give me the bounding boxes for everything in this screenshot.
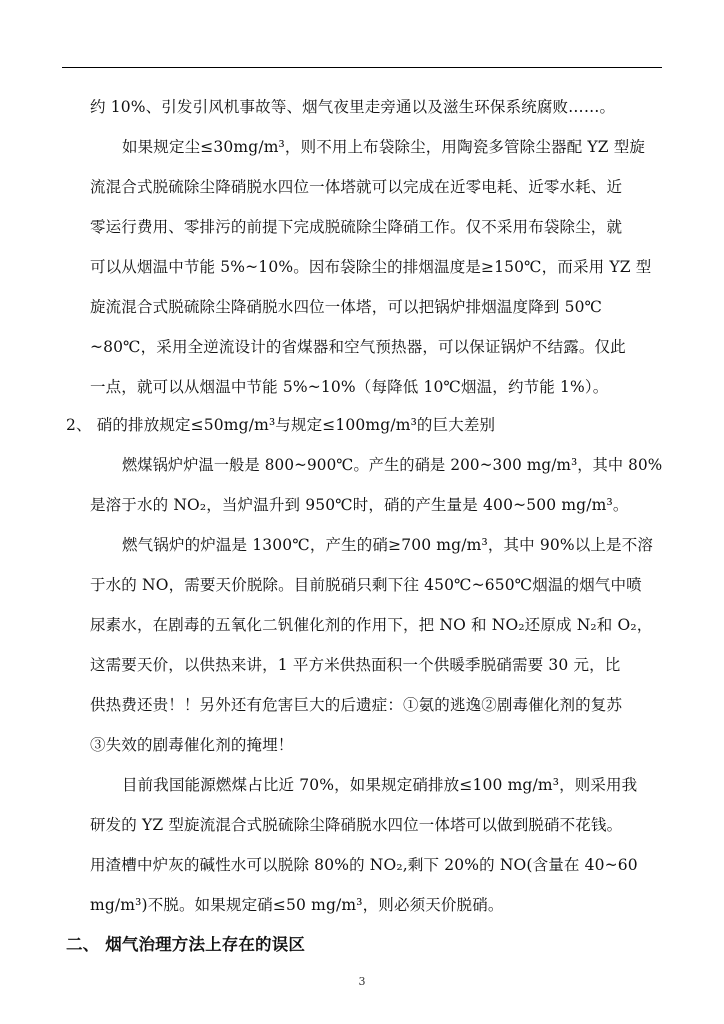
body-line: 可以从烟温中节能 5%~10%。因布袋除尘的排烟温度是≥150℃，而采用 YZ 型 <box>90 258 652 276</box>
paragraph-first-line: 燃气锅炉的炉温是 1300℃，产生的硝≥700 mg/m³，其中 90%以上是不溶 <box>122 536 653 554</box>
body-line: mg/m³)不脱。如果规定硝≤50 mg/m³，则必须天价脱硝。 <box>90 896 504 914</box>
section-heading: 二、 烟气治理方法上存在的误区 <box>66 935 305 954</box>
body-line: 这需要天价，以供热来讲，1 平方米供热面积一个供暖季脱硝需要 30 元，比 <box>90 656 621 674</box>
body-line: 零运行费用、零排污的前提下完成脱硫除尘降硝工作。仅不采用布袋除尘，就 <box>90 218 623 236</box>
paragraph-first-line: 如果规定尘≤30mg/m³，则不用上布袋除尘，用陶瓷多管除尘器配 YZ 型旋 <box>122 138 646 156</box>
body-line: 流混合式脱硫除尘降硝脱水四位一体塔就可以完成在近零电耗、近零水耗、近 <box>90 178 623 196</box>
body-line: 旋流混合式脱硫除尘降硝脱水四位一体塔，可以把锅炉排烟温度降到 50℃ <box>90 298 603 316</box>
body-line: ③失效的剧毒催化剂的掩埋！ <box>90 736 294 754</box>
page-number: 3 <box>358 975 366 988</box>
body-line: 是溶于水的 NO₂，当炉温升到 950℃时，硝的产生量是 400~500 mg/m³。 <box>90 496 629 514</box>
body-line: 研发的 YZ 型旋流混合式脱硫除尘降硝脱水四位一体塔可以做到脱硝不花钱。 <box>90 816 623 834</box>
paragraph-first-line: 燃煤锅炉炉温一般是 800~900℃。产生的硝是 200~300 mg/m³，其中 80% <box>122 456 663 474</box>
body-line: 于水的 NO，需要天价脱除。目前脱硝只剩下往 450℃~650℃烟温的烟气中喷 <box>90 576 642 594</box>
body-line: 用渣槽中炉灰的碱性水可以脱除 80%的 NO₂,剩下 20%的 NO(含量在 40~60 <box>90 856 638 874</box>
header-rule <box>62 67 662 68</box>
body-line: 一点，就可以从烟温中节能 5%~10%（每降低 10℃烟温，约节能 1%）。 <box>90 378 609 396</box>
body-line: ~80℃，采用全逆流设计的省煤器和空气预热器，可以保证锅炉不结露。仅此 <box>90 338 626 356</box>
numbered-subheading: 2、 硝的排放规定≤50mg/m³与规定≤100mg/m³的巨大差别 <box>66 416 496 434</box>
paragraph-first-line: 目前我国能源燃煤占比近 70%，如果规定硝排放≤100 mg/m³，则采用我 <box>122 776 638 794</box>
body-line: 尿素水，在剧毒的五氧化二钒催化剂的作用下，把 NO 和 NO₂还原成 N₂和 O₂， <box>90 616 653 634</box>
body-line: 供热费还贵！！另外还有危害巨大的后遗症：①氨的逃逸②剧毒催化剂的复苏 <box>90 696 623 714</box>
body-line: 约 10%、引发引风机事故等、烟气夜里走旁通以及滋生环保系统腐败……。 <box>90 98 616 116</box>
